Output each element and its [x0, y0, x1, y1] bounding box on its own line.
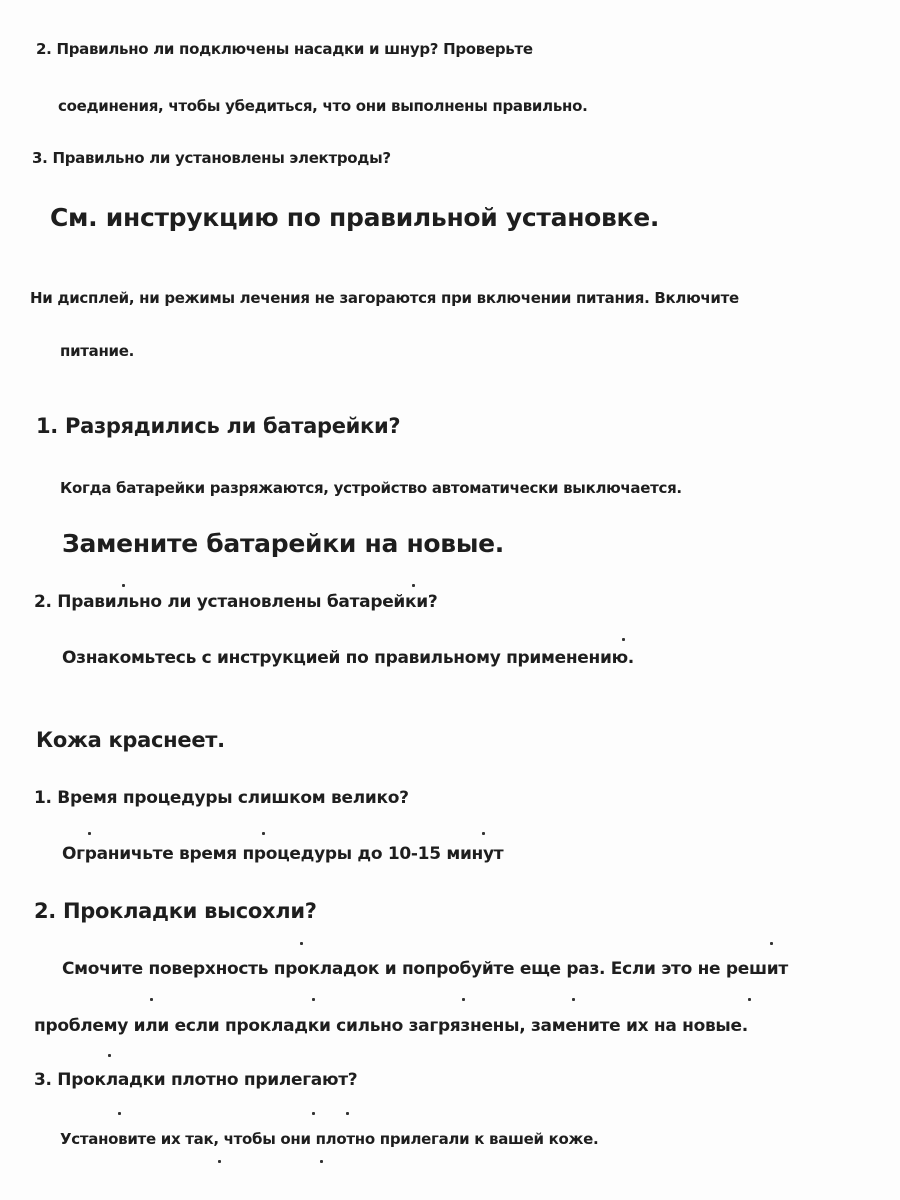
scan-speck — [150, 998, 153, 1001]
scan-speck — [118, 1112, 121, 1115]
display-heading-line2: питание. — [60, 342, 135, 360]
scan-speck — [88, 832, 91, 835]
electrodes-item2-line2: соединения, чтобы убедиться, что они выполнены правильно. — [58, 97, 588, 115]
display-item2: 2. Правильно ли установлены батарейки? — [34, 592, 438, 612]
scan-speck — [482, 832, 485, 835]
scan-speck — [262, 832, 265, 835]
display-item1: 1. Разрядились ли батарейки? — [36, 414, 401, 438]
display-item1-note: Когда батарейки разряжаются, устройство автоматически выключается. — [60, 479, 682, 497]
scan-speck — [412, 584, 415, 587]
electrodes-item3-answer: См. инструкцию по правильной установке. — [50, 203, 660, 232]
scan-speck — [320, 1160, 323, 1163]
skin-heading: Кожа краснеет. — [36, 728, 225, 752]
scan-speck — [346, 1112, 349, 1115]
skin-item1-answer: Ограничьте время процедуры до 10-15 минут — [62, 844, 504, 864]
display-heading-line1: Ни дисплей, ни режимы лечения не загораются при включении питания. Включите — [30, 289, 739, 307]
scan-speck — [622, 638, 625, 641]
electrodes-item3: 3. Правильно ли установлены электроды? — [32, 149, 391, 167]
skin-item2: 2. Прокладки высохли? — [34, 899, 317, 923]
scan-speck — [572, 998, 575, 1001]
scan-speck — [312, 998, 315, 1001]
scan-speck — [122, 584, 125, 587]
scan-speck — [770, 942, 773, 945]
display-item1-answer: Замените батарейки на новые. — [62, 529, 504, 558]
scan-speck — [108, 1054, 111, 1057]
scan-speck — [218, 1160, 221, 1163]
scan-speck — [312, 1112, 315, 1115]
electrodes-item2-line1: 2. Правильно ли подключены насадки и шнур? Проверьте — [36, 40, 533, 58]
scan-speck — [462, 998, 465, 1001]
display-item2-answer: Ознакомьтесь с инструкцией по правильному применению. — [62, 648, 634, 668]
skin-item2-answer-line1: Смочите поверхность прокладок и попробуйте еще раз. Если это не решит — [62, 959, 788, 979]
skin-item2-answer-line2: проблему или если прокладки сильно загрязнены, замените их на новые. — [34, 1016, 748, 1036]
scan-speck — [300, 942, 303, 945]
skin-item3: 3. Прокладки плотно прилегают? — [34, 1070, 358, 1090]
scan-speck — [748, 998, 751, 1001]
skin-item3-answer: Установите их так, чтобы они плотно прилегали к вашей коже. — [60, 1130, 599, 1148]
skin-item1: 1. Время процедуры слишком велико? — [34, 788, 409, 808]
